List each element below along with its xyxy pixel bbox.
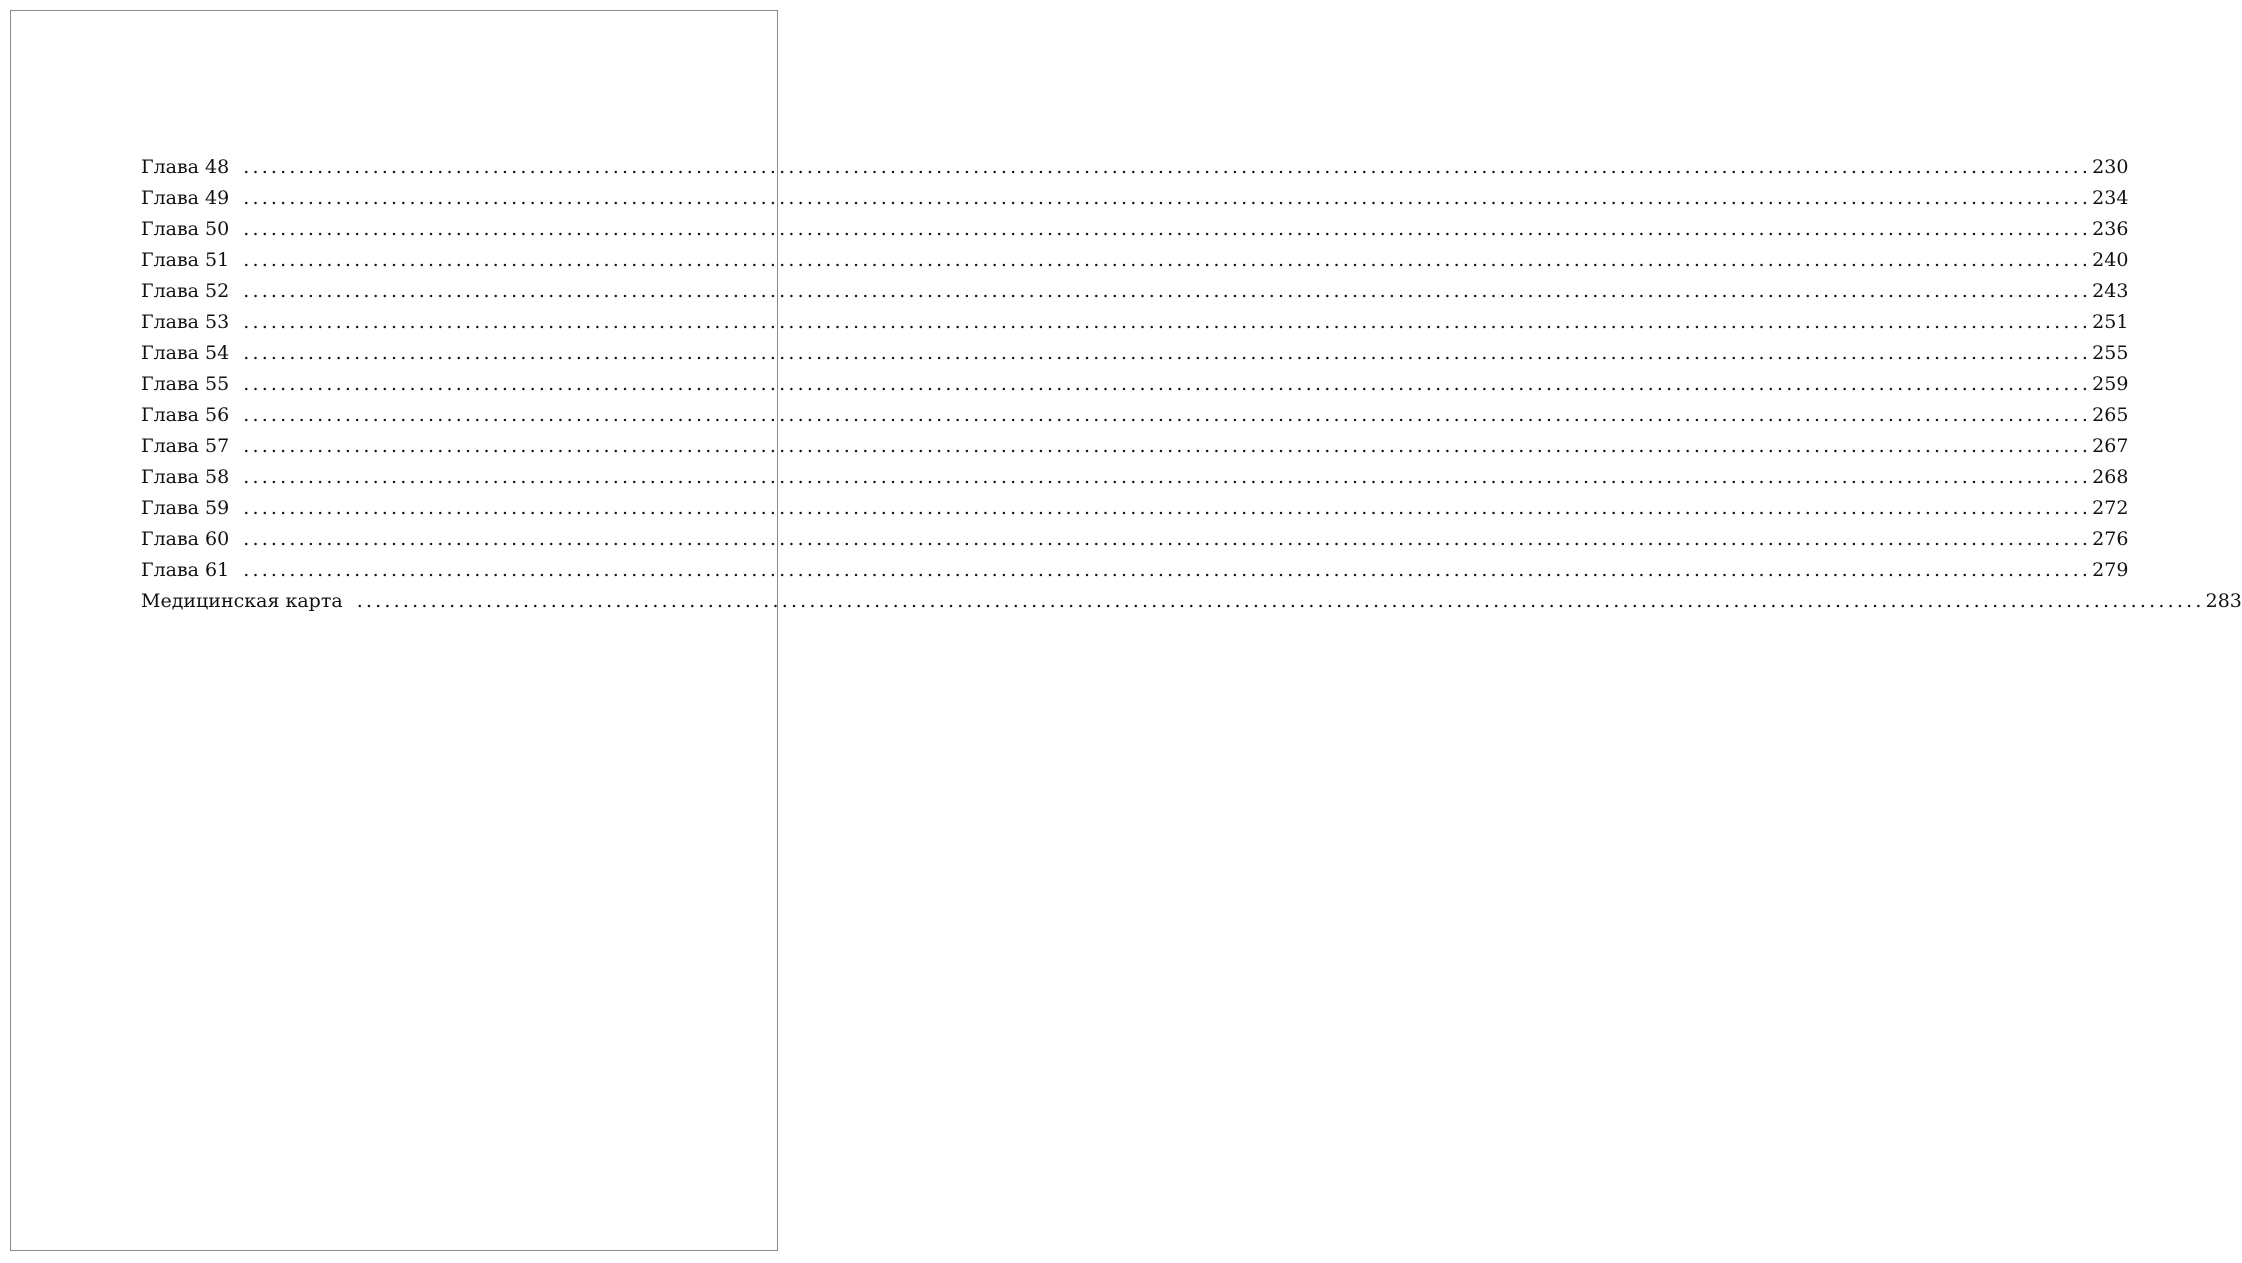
toc-entry-title: Глава 59 [141, 497, 230, 519]
toc-entry [141, 493, 2129, 524]
toc-entry-title: Глава 61 [141, 559, 230, 581]
dot-leader: ........................................................................................................................................................................................................ [243, 435, 2092, 457]
dot-leader: ........................................................................................................................................................................................................ [243, 466, 2092, 488]
toc-entry-page: 243 [2092, 280, 2129, 302]
toc-entry-title: Глава 56 [141, 404, 230, 426]
toc-entry-title: Глава 53 [141, 311, 230, 333]
dot-leader: ........................................................................................................................................................................................................ [243, 156, 2092, 178]
toc-entry-page: 234 [2092, 187, 2129, 209]
toc-entry [141, 152, 2129, 183]
dot-leader: ........................................................................................................................................................................................................ [243, 342, 2092, 364]
toc-entry-page: 279 [2092, 559, 2129, 581]
dot-leader: ........................................................................................................................................................................................................ [243, 528, 2092, 550]
toc-entry-page: 272 [2092, 497, 2129, 519]
toc-entry-title: Глава 57 [141, 435, 230, 457]
toc-entry [141, 462, 2129, 493]
toc-entry-page: 251 [2092, 311, 2129, 333]
toc-entry-title: Глава 60 [141, 528, 230, 550]
dot-leader: ........................................................................................................................................................................................................ [243, 404, 2092, 426]
toc-entry [141, 183, 2129, 214]
toc-entry [141, 555, 2129, 586]
toc-entry-page: 283 [2205, 590, 2242, 612]
toc-entry-page: 267 [2092, 435, 2129, 457]
dot-leader: ........................................................................................................................................................................................................ [243, 249, 2092, 271]
toc-entry [141, 400, 2129, 431]
table-of-contents [141, 152, 2242, 617]
dot-leader: ........................................................................................................................................................................................................ [243, 373, 2092, 395]
toc-entry [141, 245, 2129, 276]
toc-entry [141, 338, 2129, 369]
dot-leader: ........................................................................................................................................................................................................ [243, 187, 2092, 209]
toc-entry [141, 369, 2129, 400]
toc-entry-title: Глава 58 [141, 466, 230, 488]
toc-entry-title: Глава 52 [141, 280, 230, 302]
toc-entry [141, 586, 2242, 617]
toc-entry-title: Глава 50 [141, 218, 230, 240]
toc-entry-title: Медицинская карта [141, 590, 343, 612]
toc-entry-title: Глава 48 [141, 156, 230, 178]
toc-entry-title: Глава 51 [141, 249, 230, 271]
dot-leader: ........................................................................................................................................................................................................ [243, 311, 2092, 333]
toc-entry-title: Глава 55 [141, 373, 230, 395]
toc-entry [141, 431, 2129, 462]
toc-entry-page: 265 [2092, 404, 2129, 426]
toc-entry [141, 214, 2129, 245]
toc-entry-page: 230 [2092, 156, 2129, 178]
toc-entry-page: 268 [2092, 466, 2129, 488]
toc-entry-page: 255 [2092, 342, 2129, 364]
dot-leader: ........................................................................................................................................................................................................ [356, 590, 2205, 612]
toc-entry [141, 524, 2129, 555]
toc-entry-page: 276 [2092, 528, 2129, 550]
toc-entry [141, 307, 2129, 338]
toc-entry-title: Глава 49 [141, 187, 230, 209]
dot-leader: ........................................................................................................................................................................................................ [243, 280, 2092, 302]
dot-leader: ........................................................................................................................................................................................................ [243, 559, 2092, 581]
toc-entry-page: 236 [2092, 218, 2129, 240]
toc-entry-page: 240 [2092, 249, 2129, 271]
dot-leader: ........................................................................................................................................................................................................ [243, 218, 2092, 240]
toc-entry-title: Глава 54 [141, 342, 230, 364]
dot-leader: ........................................................................................................................................................................................................ [243, 497, 2092, 519]
toc-entry-page: 259 [2092, 373, 2129, 395]
toc-entry [141, 276, 2129, 307]
